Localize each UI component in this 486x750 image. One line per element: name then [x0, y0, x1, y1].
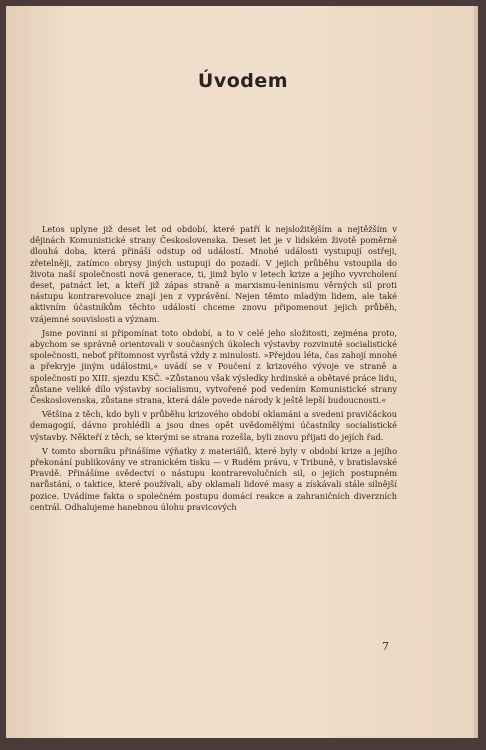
body-text: [30, 224, 397, 516]
page-number: 7: [382, 640, 389, 653]
page-title: Úvodem: [197, 70, 289, 92]
paragraph: V tomto sborníku přinášíme výňatky z materiálů, které byly v období krize a jejího překonání publikovány ve stranickém tisku — v Rudém právu, v Tribuně, v bratislavské Pravdě. Přinášíme svědectví o nástupu kontrarevolučních sil, o jejich postupném narůstání, o taktice, které používali, aby oklamali lidové masy a získávali stále silnější pozice. Uvádíme fakta o společném postupu domácí reakce a zahraničních diverzních centrál. Odhalujeme hanebnou úlohu pravicových: [30, 445, 397, 512]
paragraph: Jsme povinni si připomínat toto období, a to v celé jeho složitosti, zejména proto, abychom se správně orientovali v současných úkolech výstavby rozvinuté socialistické společnosti, neboť přítomnost vyrůstá vždy z minulosti. »Přejdou léta, čas zahojí mnohé a překryje jiným událostmi,« uvádí se v Poučení z krizového vývoje ve straně a společnosti po XIII. sjezdu KSČ. »Zůstanou však výsledky hrdinské a obětavé práce lidu, zůstane veliké dílo výstavby socialismu, vytvořené pod vedením Komunistické strany Československa, zůstane strana, která dále povede národy k ještě lepší budoucnosti.«: [30, 327, 397, 406]
paragraph: Letos uplyne již deset let od období, které patří k nejsložitějším a nejtěžším v dějinách Komunistické strany Československa. Deset let je v lidském životě poměrně dlouhá doba, která přináší odstup od událostí. Mnohé události vystupují ostřeji, zřetelněji, zatímco obrysy jiných ustupují do pozadí. V jejich průběhu vstoupila do života naší společnosti nová generace, ti, jimž bylo v letech krize a jejího vyvrcholení deset, patnáct let, a kteří již zápas straně a marxismu-leninismu věrných sil proti nástupu kontrarevoluce znají jen z vyprávění. Nejen těmto mladým lidem, ale také aktivním účastníkům těchto událostí chceme znovu připomenout jejich průběh, vzájemné souvislosti a význam.: [30, 224, 397, 324]
paragraph: Většina z těch, kdo byli v průběhu krizového období oklamáni a svedeni pravičáckou demagogií, dávno prohlédli a jsou dnes opět uvědomělými účastníky socialistické výstavby. Někteří z těch, se kterými se strana rozešla, byli znovu přijati do jejích řad.: [30, 409, 397, 442]
